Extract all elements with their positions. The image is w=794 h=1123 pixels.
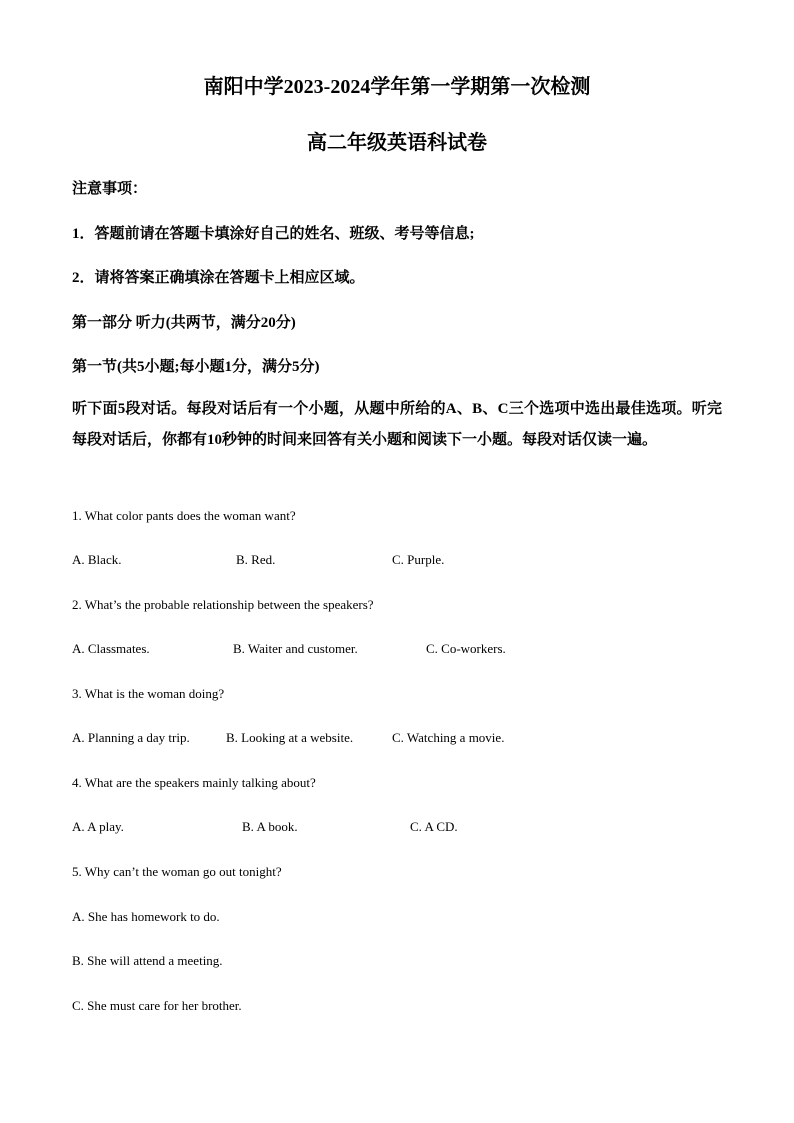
subsection-heading: 第一节(共5小题;每小题1分，满分5分) bbox=[72, 359, 320, 375]
option-a: A. Classmates. bbox=[72, 641, 150, 656]
option-b: B. A book. bbox=[242, 819, 298, 834]
question-stem: 1. What color pants does the woman want? bbox=[72, 508, 296, 523]
note-item-1: 1．答题前请在答题卡填涂好自己的姓名、班级、考号等信息; bbox=[72, 226, 475, 242]
option-b: B. She will attend a meeting. bbox=[72, 953, 223, 968]
option-c: C. She must care for her brother. bbox=[72, 998, 242, 1013]
note-item-2: 2．请将答案正确填涂在答题卡上相应区域。 bbox=[72, 270, 365, 286]
question-stem: 2. What’s the probable relationship between the speakers? bbox=[72, 597, 374, 612]
option-a: A. A play. bbox=[72, 819, 124, 834]
question-stem: 3. What is the woman doing? bbox=[72, 686, 225, 701]
notes-heading: 注意事项： bbox=[72, 181, 148, 197]
listening-instructions: 听下面5段对话。每段对话后有一个小题，从题中所给的A、B、C三个选项中选出最佳选项。听完每段对话后，你都有10秒钟的时间来回答有关小题和阅读下一小题。每段对话仅读一遍。 bbox=[72, 401, 722, 448]
option-c: C. Watching a movie. bbox=[392, 730, 505, 745]
option-a: A. Black. bbox=[72, 552, 122, 567]
option-c: C. A CD. bbox=[410, 819, 458, 834]
option-a: A. Planning a day trip. bbox=[72, 730, 190, 745]
option-a: A. She has homework to do. bbox=[72, 909, 220, 924]
question-stem: 4. What are the speakers mainly talking about? bbox=[72, 775, 316, 790]
question-stem: 5. Why can’t the woman go out tonight? bbox=[72, 864, 282, 879]
option-b: B. Waiter and customer. bbox=[233, 641, 358, 656]
exam-title: 南阳中学2023-2024学年第一学期第一次检测 bbox=[203, 76, 591, 98]
exam-subtitle: 高二年级英语科试卷 bbox=[307, 132, 487, 154]
option-b: B. Looking at a website. bbox=[226, 730, 354, 745]
option-b: B. Red. bbox=[236, 552, 276, 567]
option-c: C. Co-workers. bbox=[426, 641, 506, 656]
part-heading: 第一部分 听力(共两节，满分20分) bbox=[72, 315, 296, 331]
option-c: C. Purple. bbox=[392, 552, 445, 567]
